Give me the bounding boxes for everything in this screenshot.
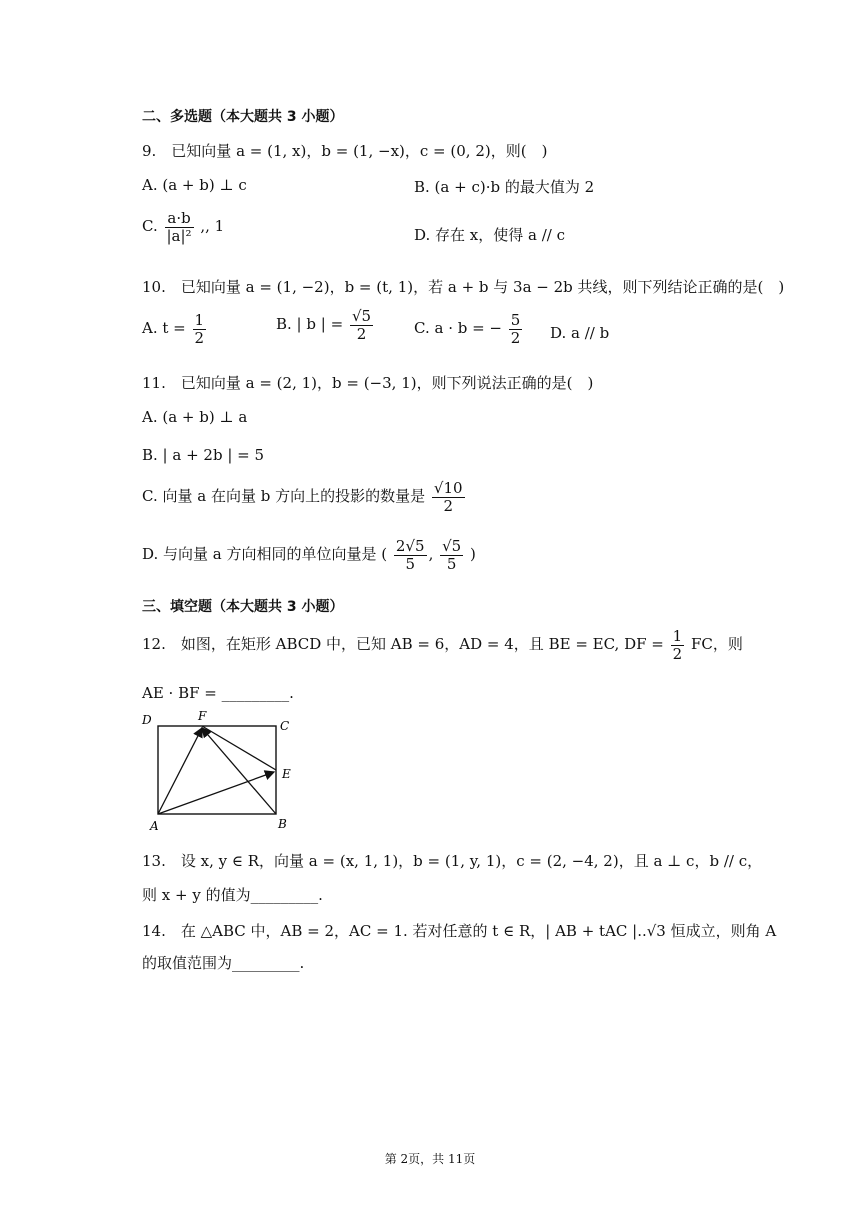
- q10-a-label: A. t =: [142, 319, 186, 337]
- rectangle-abcd: [158, 726, 276, 814]
- q12-line2: AE · BF = _________.: [142, 684, 294, 702]
- q11-option-c: [142, 480, 467, 514]
- label-f: F: [198, 710, 207, 723]
- q11-d-text: D. 与向量 a 方向相同的单位向量是 (: [142, 545, 388, 563]
- segment-fe: [202, 726, 276, 770]
- q11-d-num1: 2√5: [395, 537, 425, 555]
- q12-stem-text: 12. 如图，在矩形 ABCD 中，已知 AB = 6，AD = 4，且 BE = EC, DF =: [142, 635, 664, 653]
- q13-line2: 则 x + y 的值为_________.: [142, 886, 323, 904]
- q12-figure: [138, 710, 308, 830]
- q10-a-num: 1: [194, 311, 205, 329]
- q12-frac-num: 1: [672, 627, 683, 645]
- q11-c-text: C. 向量 a 在向量 b 方向上的投影的数量是: [142, 487, 426, 505]
- label-c: C: [280, 719, 290, 733]
- label-d: D: [142, 713, 152, 727]
- q11-c-den: 2: [443, 496, 453, 515]
- q9-c-num: a·b: [165, 210, 194, 228]
- q9-c-label: C.: [142, 217, 158, 235]
- q9-option-c: [142, 210, 224, 244]
- q10-a-den: 2: [194, 328, 205, 347]
- label-a: A: [150, 819, 159, 830]
- q10-c-den: 2: [510, 328, 521, 347]
- q10-c-fraction: [509, 312, 523, 346]
- q13-line1: 13. 设 x, y ∈ R，向量 a = (x, 1, 1)，b = (1, y, 1)，c = (2, −4, 2)，且 a ⊥ c，b // c，: [142, 852, 763, 870]
- section-2-title: 二、多选题（本大题共 3 小题）: [142, 109, 344, 125]
- label-b: B: [278, 817, 287, 830]
- q11-c-num: √10: [433, 479, 463, 497]
- q10-b-fraction: [350, 308, 373, 342]
- vector-ae: [158, 772, 274, 814]
- q11-d-num2: √5: [442, 537, 462, 555]
- q10-c-label: C. a · b = −: [414, 319, 503, 337]
- q11-stem: 11. 已知向量 a = (2, 1)，b = (−3, 1)，则下列说法正确的是( ): [142, 374, 594, 392]
- q11-d-den2: 5: [446, 554, 457, 573]
- q9-option-b: B. (a + c)·b 的最大值为 2: [414, 178, 595, 196]
- q10-option-c: [414, 312, 524, 346]
- q11-option-d: D. 与向量 a 方向相同的单位向量是 ( $\frac{2√5}{5}$ , $\frac{√5}{5}$ ): [142, 537, 476, 573]
- q11-option-b: B. | a + 2b | = 5: [142, 446, 265, 464]
- q10-b-num: √5: [351, 307, 372, 325]
- q12-fraction: [671, 628, 685, 662]
- q14-line1: 14. 在 △ABC 中，AB = 2，AC = 1. 若对任意的 t ∈ R，| AB + tAC |..√3 恒成立，则角 A: [142, 922, 777, 940]
- q10-a-fraction: [193, 312, 207, 346]
- q9-stem: 9. 已知向量 a = (1, x)，b = (1, −x)，c = (0, 2)，则( ): [142, 142, 548, 160]
- q11-c-fraction: [432, 480, 465, 514]
- q9-c-fraction: [165, 210, 194, 244]
- q10-option-d: D. a // b: [550, 324, 610, 342]
- q11-option-a: A. (a + b) ⊥ a: [142, 408, 248, 426]
- q11-d-close: ): [470, 545, 476, 563]
- section-3-title: 三、填空题（本大题共 3 小题）: [142, 599, 344, 615]
- q9-option-a: A. (a + b) ⊥ c: [142, 176, 247, 194]
- q10-stem: 10. 已知向量 a = (1, −2)，b = (t, 1)，若 a + b 与 3a − 2b 共线，则下列结论正确的是( ): [142, 278, 785, 296]
- q12-stem: [142, 628, 743, 662]
- q11-d-fraction-2: [440, 538, 463, 572]
- label-e: E: [282, 767, 291, 781]
- q9-option-d: D. 存在 x，使得 a // c: [414, 226, 566, 244]
- q9-c-den: |a|²: [166, 226, 192, 245]
- vector-bf: [202, 728, 276, 814]
- q11-d-den1: 5: [405, 554, 416, 573]
- q10-c-num: 5: [510, 311, 521, 329]
- page-footer: 第 2页，共 11页: [384, 1152, 476, 1166]
- q12-frac-den: 2: [672, 644, 683, 663]
- q11-d-fraction-1: [394, 538, 427, 572]
- q10-option-b: [276, 308, 375, 342]
- q12-stem-tail: FC，则: [690, 635, 743, 653]
- q14-line2: 的取值范围为_________.: [142, 954, 305, 972]
- q9-c-tail: ,, 1: [200, 217, 225, 235]
- q10-b-label: B. | b | =: [276, 315, 344, 333]
- q10-b-den: 2: [356, 324, 367, 343]
- q10-option-a: [142, 312, 208, 346]
